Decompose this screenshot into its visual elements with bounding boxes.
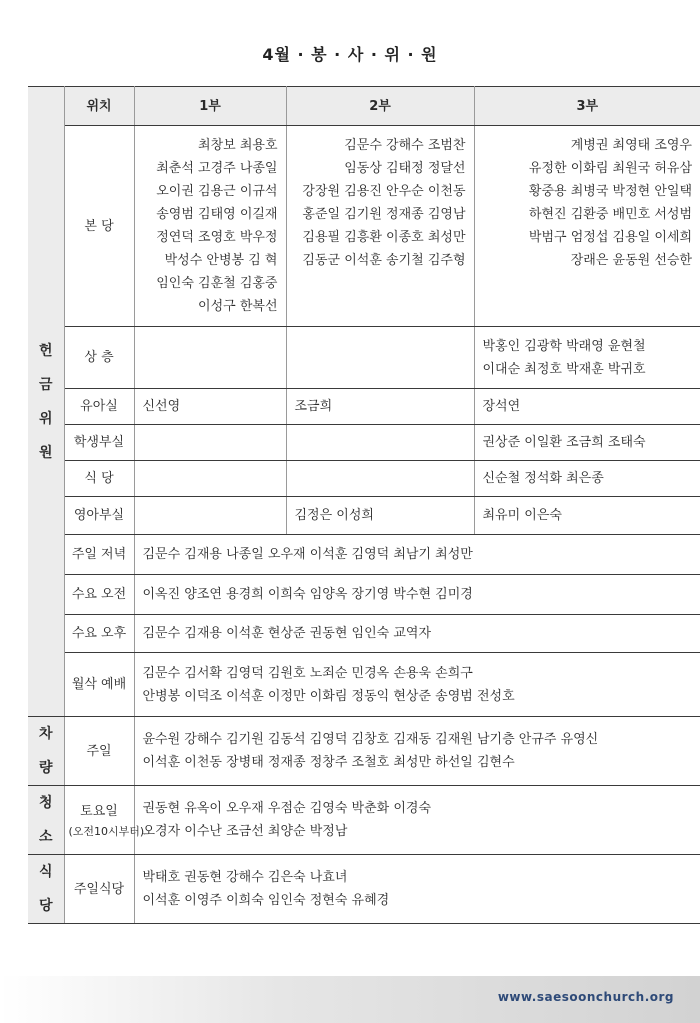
name-line: 최춘석 고경주 나종일: [156, 161, 278, 176]
name-line: 박홍인 김광학 박래영 윤현철: [482, 338, 646, 354]
row-vehicle-names: [134, 717, 700, 786]
name-line: 장래은 윤동원 선승한: [570, 253, 692, 268]
header-position: 위치: [64, 87, 134, 126]
name-line: 김문수 김서확 김영덕 김원호 노죄순 민경옥 손용욱 손희구: [142, 665, 473, 681]
name-line: 이석훈 이영주 이희숙 임인숙 정현숙 유혜경: [142, 893, 390, 908]
row-vehicle-label: 주일: [64, 717, 134, 786]
name-line: 임인숙 김훈철 김홍중: [156, 276, 278, 291]
row-nursery-col3: 장석연: [474, 389, 700, 425]
name-line: 홍준일 김기원 정재종 김영남: [302, 207, 466, 222]
name-line: 안병봉 이덕조 이석훈 이정만 이화림 정동익 현상준 송영범 전성호: [142, 688, 515, 704]
row-wed-morning-names: 이옥진 양조연 용경희 이희숙 임양옥 장기영 박수현 김미경: [134, 575, 700, 615]
row-dining-col3: 신순철 정석화 최은종: [474, 461, 700, 497]
category-cleaning: [28, 786, 64, 855]
row-cleaning: [28, 786, 700, 855]
header-col2: 2부: [286, 87, 474, 126]
row-infant-col1: [134, 497, 286, 535]
name-line: 이대순 최정호 박재훈 박귀호: [482, 361, 646, 377]
page-title: 4월 · 봉 · 사 · 위 · 원: [262, 45, 438, 64]
row-main-col2: [286, 126, 474, 327]
row-monthly-names: [134, 653, 700, 717]
name-line: 임동상 김태정 정달선: [344, 161, 466, 176]
row-dining-col1: [134, 461, 286, 497]
row-infant: [28, 497, 700, 535]
row-cleaning-sublabel: (오전10시부터): [68, 824, 145, 838]
row-upper-col1: [134, 327, 286, 389]
row-wed-afternoon-names: 김문수 김재용 이석훈 현상준 권동현 임인숙 교역자: [134, 615, 700, 653]
name-line: 하현진 김환중 배민호 서성범: [528, 207, 692, 222]
row-nursery: [28, 389, 700, 425]
row-main-col1: [134, 126, 286, 327]
category-heongeum: [28, 87, 64, 717]
name-line: 윤수원 강해수 김기원 김동석 김영덕 김창호 김재동 김재원 남기층 안규주 유영신: [142, 732, 599, 747]
row-cleaning-names: [134, 786, 700, 855]
category-kitchen: [28, 855, 64, 924]
row-wed-afternoon-label: 수요 오후: [64, 615, 134, 653]
row-main-col3: [474, 126, 700, 327]
row-monthly: [28, 653, 700, 717]
row-infant-col3: 최유미 이은숙: [474, 497, 700, 535]
row-upper-label: 상 층: [64, 327, 134, 389]
row-student-col2: [286, 425, 474, 461]
row-upper: [28, 327, 700, 389]
category-kitchen-label: 식당: [39, 855, 53, 923]
row-student-col3: 권상준 이일환 조금희 조태숙: [474, 425, 700, 461]
row-nursery-label: 유아실: [64, 389, 134, 425]
name-line: 박범구 엄정섭 김용일 이세희: [528, 230, 692, 245]
header-row: [28, 87, 700, 126]
row-wed-afternoon: [28, 615, 700, 653]
row-nursery-col1: 신선영: [134, 389, 286, 425]
name-line: 김동군 이석훈 송기철 김주형: [302, 253, 466, 268]
row-main: [28, 126, 700, 327]
row-infant-label: 영아부실: [64, 497, 134, 535]
category-vehicle: [28, 717, 64, 786]
row-dining-label: 식 당: [64, 461, 134, 497]
row-dining-col2: [286, 461, 474, 497]
category-vehicle-label: 차량: [39, 717, 53, 785]
name-line: 이성구 한복선: [198, 299, 278, 314]
row-dining: [28, 461, 700, 497]
name-line: 황중용 최병국 박정현 안일택: [528, 184, 692, 199]
row-student-label: 학생부실: [64, 425, 134, 461]
row-upper-col2: [286, 327, 474, 389]
row-vehicle: [28, 717, 700, 786]
row-wed-morning: [28, 575, 700, 615]
row-sunday-evening-label: 주일 저녁: [64, 535, 134, 575]
name-line: 오이권 김용근 이규석: [156, 184, 278, 199]
header-col1: 1부: [134, 87, 286, 126]
name-line: 송영범 김태영 이길재: [156, 207, 278, 222]
name-line: 이석훈 이천동 장병태 정재종 정창주 조철호 최성만 하선일 김현수: [142, 755, 515, 770]
row-cleaning-label: 토요일: [80, 803, 118, 819]
row-kitchen-label: 주일식당: [64, 855, 134, 924]
row-kitchen: [28, 855, 700, 924]
header-col3: 3부: [474, 87, 700, 126]
name-line: 유정한 이화림 최원국 허유삼: [528, 161, 692, 176]
category-heongeum-label: 헌금위원: [39, 334, 53, 470]
category-cleaning-label: 청소: [39, 786, 53, 854]
footer-bar: [0, 976, 700, 1023]
name-line: 김용필 김흥환 이종호 최성만: [302, 230, 466, 245]
name-line: 최창보 최용호: [198, 138, 278, 153]
row-monthly-label: 월삭 예배: [64, 653, 134, 717]
row-main-label: 본 당: [64, 126, 134, 327]
duty-table: [28, 86, 700, 924]
row-cleaning-label-cell: [64, 786, 145, 855]
row-kitchen-names: [134, 855, 700, 924]
row-upper-col3: [474, 327, 700, 389]
name-line: 권동현 유옥이 오우재 우점순 김영숙 박춘화 이경숙: [142, 801, 432, 816]
row-sunday-evening: [28, 535, 700, 575]
footer-url[interactable]: www.saesoonchurch.org: [497, 990, 674, 1004]
row-sunday-evening-names: 김문수 김재용 나종일 오우재 이석훈 김영덕 최남기 최성만: [134, 535, 700, 575]
name-line: 정연덕 조영호 박우정: [156, 230, 278, 245]
row-student: [28, 425, 700, 461]
row-wed-morning-label: 수요 오전: [64, 575, 134, 615]
row-nursery-col2: 조금희: [286, 389, 474, 425]
name-line: 강장원 김용진 안우순 이천동: [302, 184, 466, 199]
row-student-col1: [134, 425, 286, 461]
name-line: 김문수 강해수 조범찬: [344, 138, 466, 153]
name-line: 박성수 안병봉 김 혁: [164, 253, 278, 268]
row-infant-col2: 김정은 이성희: [286, 497, 474, 535]
name-line: 계병권 최영태 조영우: [570, 138, 692, 153]
name-line: 오경자 이수난 조금선 최양순 박정남: [142, 824, 348, 839]
name-line: 박태호 권동현 강해수 김은숙 나효녀: [142, 870, 348, 885]
